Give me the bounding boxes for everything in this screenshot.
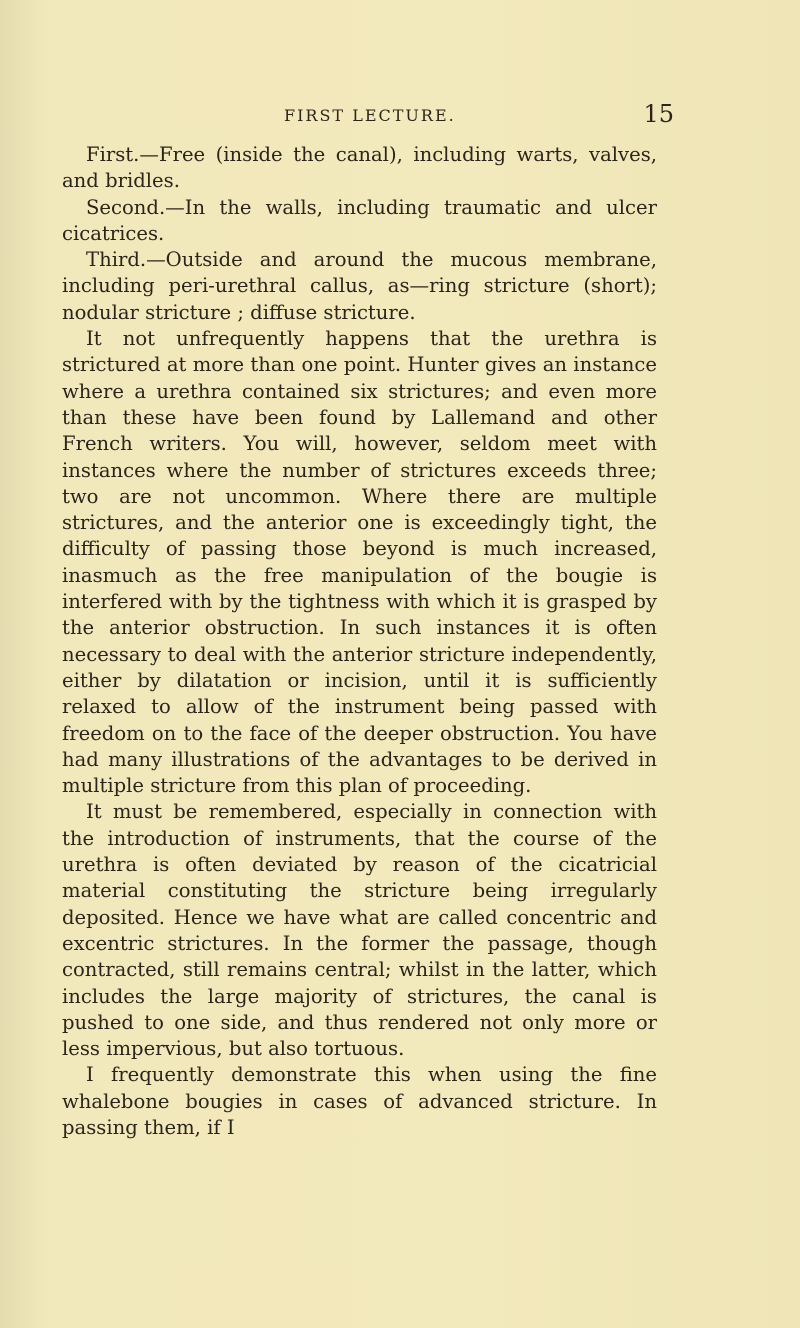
page-number: 15: [643, 100, 674, 128]
running-head: FIRST LECTURE.: [284, 106, 456, 125]
paragraph-multiple-strictures: It not unfrequently happens that the urethra is strictured at more than one point. Hunter gives an instance where a urethra contained six strictures; and even more than these have been found by Lallemand and other French writers. You will, however, seldom meet with instances where the number of strictures exceeds three; two are not uncommon. Where there are multiple strictures, and the anterior one is exceedingly tight, the difficulty of passing those beyond is much increased, inasmuch as the free manipulation of the bougie is interfered with by the tightness with which it is grasped by the anterior obstruction. In such instances it is often necessary to deal with the anterior stricture independently, either by dilatation or incision, until it is sufficiently relaxed to allow of the instrument being passed with freedom on to the face of the deeper obstruction. You have had many illustrations of the advantages to be derived in multiple stricture from this plan of proceeding.: [62, 327, 657, 798]
paragraph-concentric-excentric: It must be remembered, especially in connection with the introduction of instruments, that the course of the urethra is often deviated by reason of the cicatricial material constituting the stricture being irregularly deposited. Hence we have what are called concentric and excentric strictures. In the former the passage, though contracted, still remains central; whilst in the latter, which includes the large majority of strictures, the canal is pushed to one side, and thus rendered not only more or less impervious, but also tortuous.: [62, 800, 657, 1061]
paragraph-whalebone-bougies: I frequently demonstrate this when using the fine whalebone bougies in cases of advanced stricture. In passing them, if I: [62, 1063, 657, 1139]
body-text: [62, 142, 657, 1141]
page-header: [284, 100, 674, 134]
paragraph-classification-third: Third.—Outside and around the mucous membrane, including peri-urethral callus, as—ring stricture (short); nodular stricture ; diffuse stricture.: [62, 248, 657, 324]
paragraph-classification-first: First.—Free (inside the canal), including warts, valves, and bridles.: [62, 143, 657, 193]
paragraph-classification-second: Second.—In the walls, including traumatic and ulcer cicatrices.: [62, 195, 657, 245]
